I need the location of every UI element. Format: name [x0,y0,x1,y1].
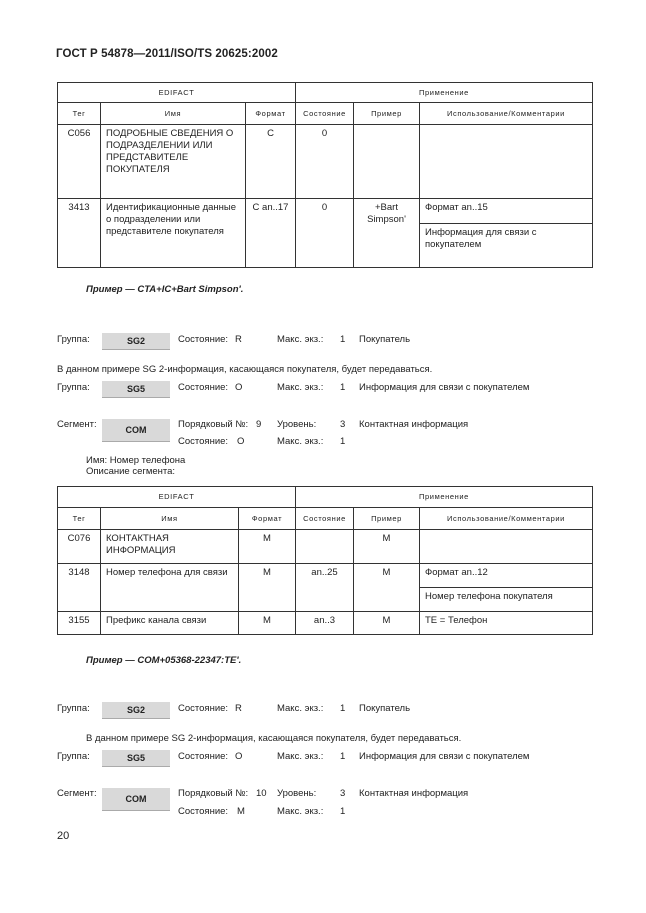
status-label: Состояние: [178,806,229,817]
cell-format: C an..17 [246,199,296,268]
col-header-example: Пример [354,508,420,530]
max-label: Макс. экз.: [277,334,324,345]
cell-comment: Формат an..15 [420,199,593,224]
group-code-box: SG5 [102,750,170,767]
cell-comment: Формат an..12 [420,564,593,588]
status-value: O [235,751,243,762]
order-label: Порядковый №: [178,419,249,430]
table-row [58,530,593,564]
col-header-status: Состояние [296,508,354,530]
group-label: Группа: [57,334,90,345]
cell-example: +Bart Simpson' [354,199,420,268]
cell-status: 0 [296,199,354,268]
group-description: Покупатель [359,703,411,714]
group-header-usage: Применение [296,487,593,508]
status-label: Состояние: [178,382,229,393]
group-label: Группа: [57,751,90,762]
cell-name: ПОДРОБНЫЕ СВЕДЕНИЯ О ПОДРАЗДЕЛЕНИИ ИЛИ ПРЕДСТАВИТЕЛЕ ПОКУПАТЕЛЯ [101,125,246,199]
segment-code-box: COM [102,419,170,442]
table-row [58,564,593,588]
cell-comment [420,125,593,199]
cell-example: M [354,530,420,564]
example-caption-2: Пример — COM+05368-22347:TE'. [86,655,242,666]
segment-name: Имя: Номер телефона [86,455,186,466]
max-value: 1 [340,382,346,393]
col-header-tag: Тег [58,103,101,125]
cell-comment: TE = Телефон [420,612,593,635]
segment-description-label: Описание сегмента: [86,466,176,477]
cell-name: Префикс канала связи [101,612,239,635]
col-header-example: Пример [354,103,420,125]
status-value: O [237,436,245,447]
cell-tag: C076 [58,530,101,564]
cell-comment: Номер телефона покупателя [420,588,593,612]
group-header-edifact: EDIFACT [58,83,296,103]
group-code-box: SG5 [102,381,170,398]
cell-name: Номер телефона для связи [101,564,239,612]
col-header-comments: Использование/Комментарии [420,508,593,530]
group-header-edifact: EDIFACT [58,487,296,508]
group-code-box: SG2 [102,702,170,719]
note-text: В данном примере SG 2-информация, касающаяся покупателя, будет передаваться. [57,364,433,375]
group-header-usage: Применение [296,83,593,103]
group-label: Группа: [57,382,90,393]
cell-tag: C056 [58,125,101,199]
cell-tag: 3155 [58,612,101,635]
status-label: Состояние: [178,334,229,345]
group-description: Информация для связи с покупателем [359,751,530,762]
document-header: ГОСТ Р 54878—2011/ISO/TS 20625:2002 [56,48,278,60]
col-header-tag: Тег [58,508,101,530]
cell-status: an..3 [296,612,354,635]
group-code-box: SG2 [102,333,170,350]
level-label: Уровень: [277,419,317,430]
order-value: 10 [256,788,267,799]
note-text: В данном примере SG 2-информация, касающаяся покупателя, будет передаваться. [86,733,462,744]
max-value: 1 [340,806,346,817]
page-number: 20 [57,830,70,842]
example-caption-1: Пример — CTA+IC+Bart Simpson'. [86,284,244,295]
max-value: 1 [340,334,346,345]
order-value: 9 [256,419,262,430]
table-edifact-2 [57,486,593,635]
max-label: Макс. экз.: [277,436,324,447]
col-header-format: Формат [246,103,296,125]
status-value: M [237,806,245,817]
max-label: Макс. экз.: [277,806,324,817]
cell-example: M [354,612,420,635]
cell-format: M [239,564,296,612]
cell-example [354,125,420,199]
max-label: Макс. экз.: [277,751,324,762]
group-description: Покупатель [359,334,411,345]
level-value: 3 [340,788,346,799]
cell-status: an..25 [296,564,354,612]
cell-format: M [239,530,296,564]
status-label: Состояние: [178,751,229,762]
status-value: O [235,382,243,393]
cell-tag: 3148 [58,564,101,612]
status-label: Состояние: [178,436,229,447]
max-value: 1 [340,436,346,447]
col-header-name: Имя [101,103,246,125]
status-value: R [235,703,242,714]
col-header-format: Формат [239,508,296,530]
cell-format: M [239,612,296,635]
status-label: Состояние: [178,703,229,714]
segment-label: Сегмент: [57,419,97,430]
cell-name: Идентификационные данные о подразделении или представителе покупателя [101,199,246,268]
order-label: Порядковый №: [178,788,249,799]
status-value: R [235,334,242,345]
table-row [58,125,593,199]
table-edifact-1 [57,82,593,268]
group-label: Группа: [57,703,90,714]
cell-format: C [246,125,296,199]
segment-code-box: COM [102,788,170,811]
segment-description: Контактная информация [359,419,469,430]
cell-comment: Информация для связи с покупателем [420,224,593,268]
table-row [58,199,593,224]
max-value: 1 [340,751,346,762]
cell-status: 0 [296,125,354,199]
level-value: 3 [340,419,346,430]
table-row [58,612,593,635]
max-value: 1 [340,703,346,714]
max-label: Макс. экз.: [277,382,324,393]
level-label: Уровень: [277,788,317,799]
col-header-status: Состояние [296,103,354,125]
cell-example: M [354,564,420,612]
col-header-comments: Использование/Комментарии [420,103,593,125]
cell-name: КОНТАКТНАЯ ИНФОРМАЦИЯ [101,530,239,564]
segment-description: Контактная информация [359,788,469,799]
col-header-name: Имя [101,508,239,530]
group-description: Информация для связи с покупателем [359,382,530,393]
segment-label: Сегмент: [57,788,97,799]
cell-tag: 3413 [58,199,101,268]
max-label: Макс. экз.: [277,703,324,714]
cell-status [296,530,354,564]
cell-comment [420,530,593,564]
